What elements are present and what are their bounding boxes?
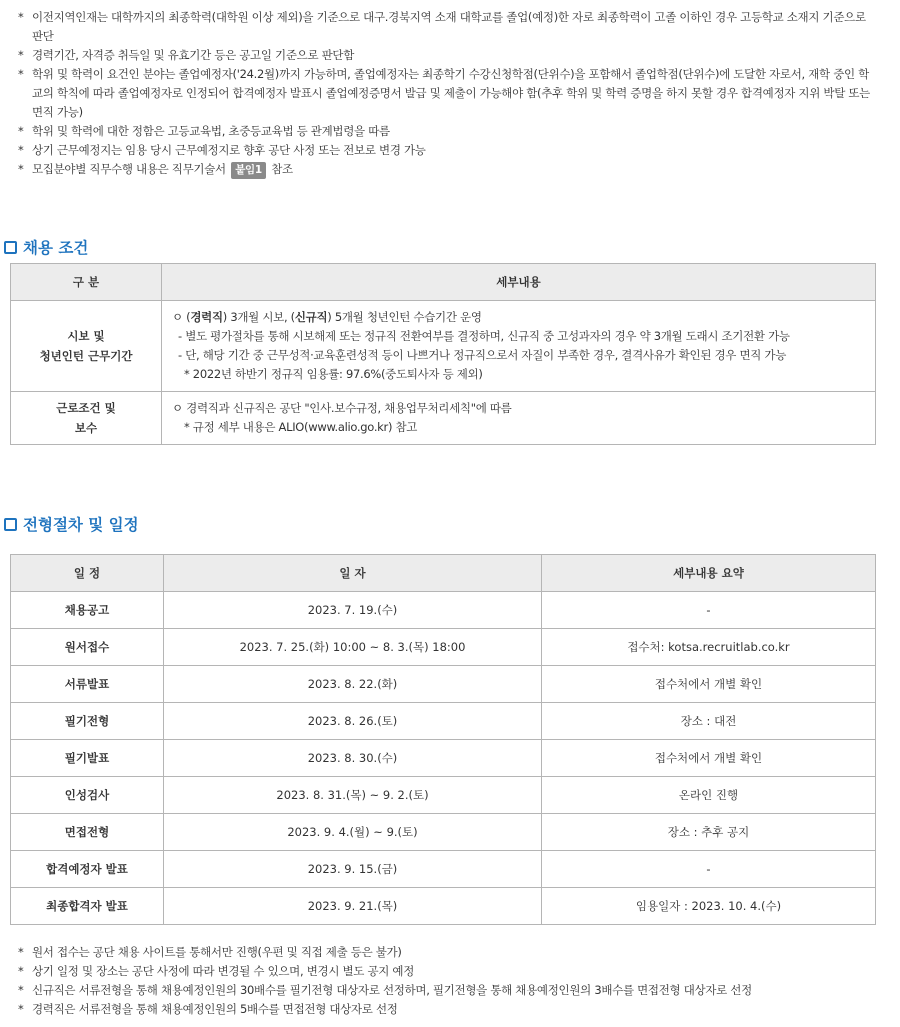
table-row: 합격예정자 발표 2023. 9. 15.(금) - [11,851,876,888]
row-detail: ㅇ 경력직과 신규직은 공단 "인사.보수규정, 채용업무처리세칙"에 따름 * 규정 세부 내용은 ALIO(www.alio.go.kr) 참고 [162,392,876,445]
section-title-conditions: 채용 조건 [4,236,900,258]
row-label: 근로조건 및 보수 [11,392,162,445]
conditions-table [10,263,876,445]
note-item: * 모집분야별 직무수행 내용은 직무기술서 붙임1 참조 [18,160,900,179]
table-row: 서류발표 2023. 8. 22.(화) 접수처에서 개별 확인 [11,666,876,703]
table-header: 세부내용 [162,264,876,301]
row-label: 시보 및 청년인턴 근무기간 [11,301,162,392]
table-row: 필기발표 2023. 8. 30.(수) 접수처에서 개별 확인 [11,740,876,777]
table-row [11,301,876,392]
table-row: 채용공고 2023. 7. 19.(수) - [11,592,876,629]
note-item: * 경력기간, 자격증 취득일 및 유효기간 등은 공고일 기준으로 판단함 [18,46,900,65]
note-item: * 이전지역인재는 대학까지의 최종학력(대학원 이상 제외)을 기준으로 대구.경북지역 소재 대학교를 졸업(예정)한 자로 최종학력이 고졸 이하인 경우 고등학교 소재지 기준으로 판단 [18,8,900,46]
table-header: 일 자 [164,555,542,592]
bottom-notes [0,925,900,1019]
table-row: 필기전형 2023. 8. 26.(토) 장소 : 대전 [11,703,876,740]
note-item: * 원서 접수는 공단 채용 사이트를 통해서만 진행(우편 및 직접 제출 등은 불가) [18,943,900,962]
table-row [11,392,876,445]
note-item: * 상기 일정 및 장소는 공단 사정에 따라 변경될 수 있으며, 변경시 별도 공지 예정 [18,962,900,981]
table-row: 원서접수 2023. 7. 25.(화) 10:00 ~ 8. 3.(목) 18:00 접수처: kotsa.recruitlab.co.kr [11,629,876,666]
table-header-row [11,264,876,301]
top-notes [0,0,900,179]
note-item: * 경력직은 서류전형을 통해 채용예정인원의 5배수를 면접전형 대상자로 선정 [18,1000,900,1019]
square-bullet-icon [4,518,17,531]
attachment-badge[interactable]: 붙임1 [231,162,266,179]
table-row: 면접전형 2023. 9. 4.(월) ~ 9.(토) 장소 : 추후 공지 [11,814,876,851]
row-detail: ㅇ (경력직) 3개월 시보, (신규직) 5개월 청년인턴 수습기간 운영 - 별도 평가절차를 통해 시보해제 또는 정규직 전환여부를 결정하며, 신규직 중 고성과자의 경우 약 3개월 도래시 조기전환 가능 - 단, 해당 기간 중 근무성적·교육훈련성적 등이 나쁘거나 정규직으로서 자질이 부족한 경우, 결격사유가 확인된 경우 면직 가능 * 2022년 하반기 정규직 임용률: 97.6%(중도퇴사자 등 제외) [162,301,876,392]
note-item: * 신규직은 서류전형을 통해 채용예정인원의 30배수를 필기전형 대상자로 선정하며, 필기전형을 통해 채용예정인원의 3배수를 면접전형 대상자로 선정 [18,981,900,1000]
note-item: * 학위 및 학력이 요건인 분야는 졸업예정자('24.2월)까지 가능하며, 졸업예정자는 최종학기 수강신청학점(단위수)을 포함해서 졸업학점(단위수)에 도달한 자로서, 재학 중인 학 교의 학칙에 따라 졸업예정자로 인정되어 합격예정자 발표시 졸업예정증명서 발급 및 제출이 가능해야 함(추후 학위 및 학력 증명을 하지 못할 경우 합격예정자 지위 박탈 또는 면직 가능) [18,65,900,122]
table-header: 세부내용 요약 [542,555,876,592]
square-bullet-icon [4,241,17,254]
schedule-table [10,554,876,925]
section-title-schedule: 전형절차 및 일정 [4,513,900,535]
note-item: * 상기 근무예정지는 임용 당시 근무예정지로 향후 공단 사정 또는 전보로 변경 가능 [18,141,900,160]
table-header-row [11,555,876,592]
note-item: * 학위 및 학력에 대한 정함은 고등교육법, 초중등교육법 등 관계법령을 따름 [18,122,900,141]
table-header: 구 분 [11,264,162,301]
table-row: 최종합격자 발표 2023. 9. 21.(목) 임용일자 : 2023. 10. 4.(수) [11,888,876,925]
table-header: 일 정 [11,555,164,592]
table-row: 인성검사 2023. 8. 31.(목) ~ 9. 2.(토) 온라인 진행 [11,777,876,814]
